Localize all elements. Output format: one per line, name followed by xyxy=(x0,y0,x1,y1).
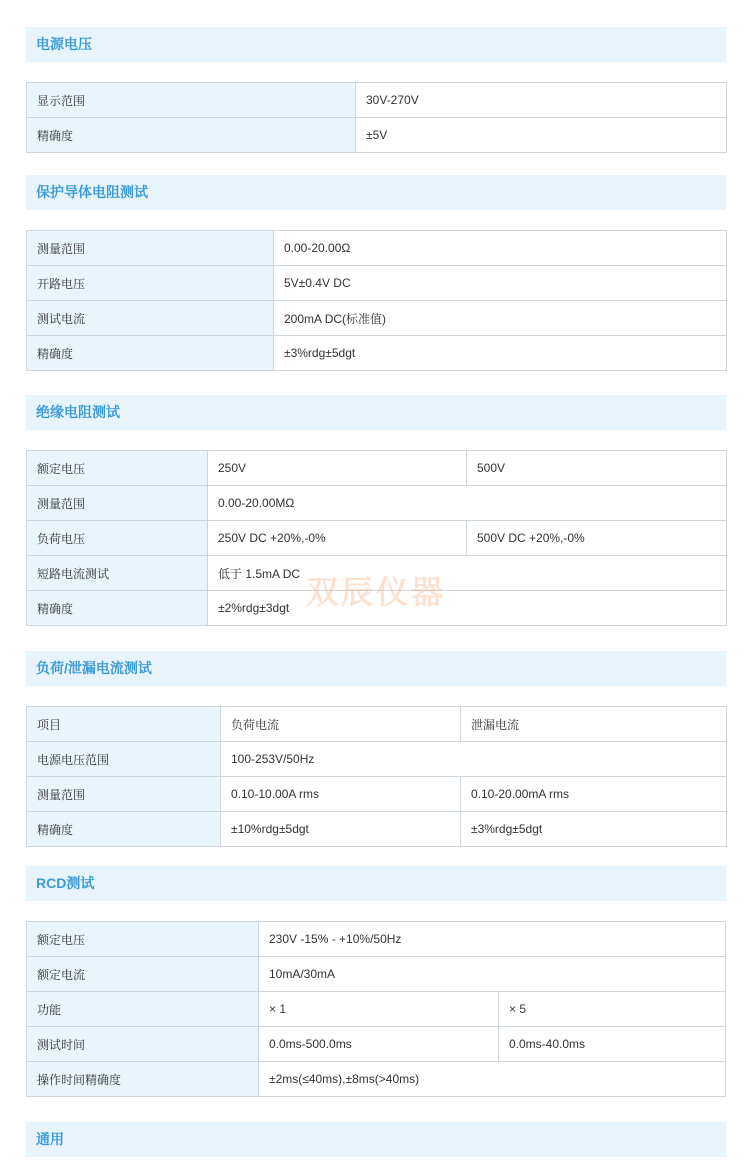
row-label: 精确度 xyxy=(27,591,208,626)
row-value: 200mA DC(标准值) xyxy=(274,301,727,336)
row-label: 电源电压范围 xyxy=(27,742,221,777)
row-label: 测量范围 xyxy=(27,231,274,266)
spec-table-insulation-resistance xyxy=(26,450,727,626)
row-value: 低于 1.5mA DC xyxy=(208,556,727,591)
spec-table-protective-conductor xyxy=(26,230,727,371)
table-row xyxy=(27,451,727,486)
row-value: 0.0ms-40.0ms xyxy=(499,1027,726,1062)
section-title-protective-conductor: 保护导体电阻测试 xyxy=(26,175,726,210)
row-value: × 5 xyxy=(499,992,726,1027)
row-value: × 1 xyxy=(259,992,499,1027)
row-label: 额定电压 xyxy=(27,922,259,957)
table-row xyxy=(27,922,726,957)
table-row xyxy=(27,812,727,847)
row-label: 项目 xyxy=(27,707,221,742)
table-row xyxy=(27,992,726,1027)
row-value: ±2%rdg±3dgt xyxy=(208,591,727,626)
table-row xyxy=(27,742,727,777)
table-row xyxy=(27,266,727,301)
row-value: 250V xyxy=(208,451,467,486)
watermark-logo: 双辰仪器 xyxy=(306,574,447,610)
table-row xyxy=(27,301,727,336)
spec-table-rcd xyxy=(26,921,726,1097)
section-title-general: 通用 xyxy=(26,1122,726,1157)
spec-table-load-leakage xyxy=(26,706,727,847)
table-row xyxy=(27,83,727,118)
row-value: 500V DC +20%,-0% xyxy=(467,521,727,556)
table-row xyxy=(27,486,727,521)
table-row xyxy=(27,707,727,742)
row-value: 230V -15% - +10%/50Hz xyxy=(259,922,726,957)
row-label: 额定电流 xyxy=(27,957,259,992)
row-label: 测量范围 xyxy=(27,486,208,521)
row-value: 0.00-20.00Ω xyxy=(274,231,727,266)
row-label: 测试电流 xyxy=(27,301,274,336)
row-label: 测试时间 xyxy=(27,1027,259,1062)
row-value: ±3%rdg±5dgt xyxy=(274,336,727,371)
row-value: 250V DC +20%,-0% xyxy=(208,521,467,556)
row-label: 操作时间精确度 xyxy=(27,1062,259,1097)
row-label: 精确度 xyxy=(27,118,356,153)
section-title-load-leakage: 负荷/泄漏电流测试 xyxy=(26,651,726,686)
table-row xyxy=(27,231,727,266)
row-value: 500V xyxy=(467,451,727,486)
table-row xyxy=(27,957,726,992)
row-label: 显示范围 xyxy=(27,83,356,118)
row-value: 负荷电流 xyxy=(221,707,461,742)
row-label: 短路电流测试 xyxy=(27,556,208,591)
row-value: ±3%rdg±5dgt xyxy=(461,812,727,847)
row-label: 开路电压 xyxy=(27,266,274,301)
row-value: 泄漏电流 xyxy=(461,707,727,742)
table-row xyxy=(27,777,727,812)
spec-table-power-voltage xyxy=(26,82,727,153)
row-value: ±2ms(≤40ms),±8ms(>40ms) xyxy=(259,1062,726,1097)
table-row xyxy=(27,118,727,153)
section-title-rcd: RCD测试 xyxy=(26,866,726,901)
row-label: 负荷电压 xyxy=(27,521,208,556)
row-value: 0.00-20.00MΩ xyxy=(208,486,727,521)
row-value: 0.10-20.00mA rms xyxy=(461,777,727,812)
table-row xyxy=(27,591,727,626)
table-row xyxy=(27,1027,726,1062)
table-row xyxy=(27,336,727,371)
row-value: 5V±0.4V DC xyxy=(274,266,727,301)
row-value: 0.0ms-500.0ms xyxy=(259,1027,499,1062)
section-title-insulation-resistance: 绝缘电阻测试 xyxy=(26,395,726,430)
row-value: 10mA/30mA xyxy=(259,957,726,992)
row-value: 30V-270V xyxy=(356,83,727,118)
row-label: 精确度 xyxy=(27,336,274,371)
row-value: ±10%rdg±5dgt xyxy=(221,812,461,847)
row-label: 功能 xyxy=(27,992,259,1027)
section-title-power-voltage: 电源电压 xyxy=(26,27,726,62)
row-value: 100-253V/50Hz xyxy=(221,742,727,777)
row-label: 测量范围 xyxy=(27,777,221,812)
table-row xyxy=(27,521,727,556)
row-label: 额定电压 xyxy=(27,451,208,486)
row-value: 0.10-10.00A rms xyxy=(221,777,461,812)
table-row xyxy=(27,1062,726,1097)
row-label: 精确度 xyxy=(27,812,221,847)
table-row xyxy=(27,556,727,591)
row-value: ±5V xyxy=(356,118,727,153)
